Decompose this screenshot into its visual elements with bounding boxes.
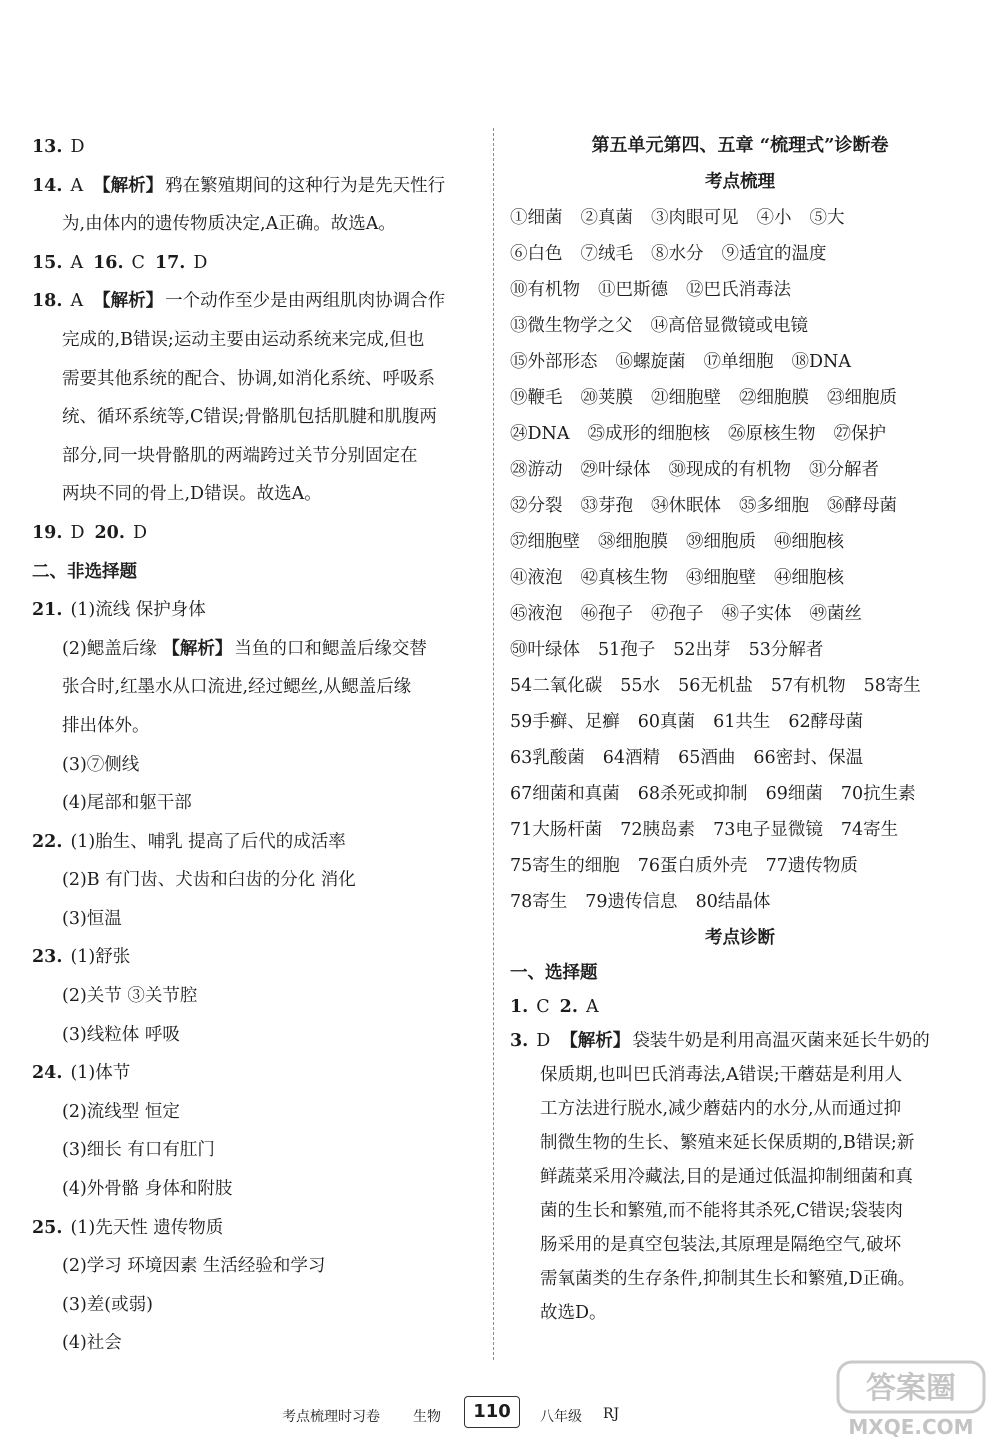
review-item: ㉗保护 xyxy=(833,424,886,444)
review-item: ㊶液泡 xyxy=(510,568,563,588)
question-number: 2. xyxy=(559,997,578,1017)
text-run: (3)细长 有口有肛门 xyxy=(62,1140,215,1161)
answer-line xyxy=(32,514,482,553)
review-item: 63乳酸菌 xyxy=(510,748,585,768)
explanation-line: 制微生物的生长、繁殖来延长保质期的,B错误;新 xyxy=(540,1133,915,1153)
review-item: ㉛分解者 xyxy=(809,460,879,480)
text-run: 张合时,红墨水从口流进,经过鳃丝,从鳃盖后缘 xyxy=(62,677,412,698)
review-item: 55水 xyxy=(620,676,661,696)
review-item: ⑭高倍显微镜或电镜 xyxy=(650,316,808,336)
text-run: (3)线粒体 呼吸 xyxy=(62,1024,180,1045)
answer-choice: A xyxy=(70,291,84,312)
text-run: (1)先天性 遗传物质 xyxy=(70,1217,224,1238)
diagnosis-heading: 考点诊断 xyxy=(705,928,775,948)
review-item: ㊹细胞核 xyxy=(774,568,844,588)
review-item: 79遗传信息 xyxy=(585,892,678,912)
answer-line xyxy=(32,1170,482,1209)
review-item: ㊷真核生物 xyxy=(580,568,668,588)
answer-choice: D xyxy=(193,252,208,273)
answer-line xyxy=(32,360,482,399)
review-item: ⑱DNA xyxy=(791,352,851,372)
review-item: ㊽子实体 xyxy=(721,604,792,624)
text-run: 为,由体内的遗传物质决定,A正确。故选A。 xyxy=(62,214,396,235)
review-item: ⑯螺旋菌 xyxy=(615,352,686,372)
review-row xyxy=(510,704,970,740)
question-number: 15. xyxy=(32,252,63,273)
review-row xyxy=(510,524,970,560)
question-number: 24. xyxy=(32,1063,63,1084)
footer-edition: RJ xyxy=(603,1406,620,1422)
review-item: ⑰单细胞 xyxy=(703,352,774,372)
answer-line xyxy=(32,1286,482,1325)
review-row xyxy=(510,884,970,920)
answer-choice: C xyxy=(536,997,550,1017)
question-number: 21. xyxy=(32,600,63,621)
text-run: 两块不同的骨上,D错误。故选A。 xyxy=(62,484,322,505)
analysis-tag: 【解析】 xyxy=(93,175,164,196)
review-item: 80结晶体 xyxy=(695,892,771,912)
review-item: ⑦绒毛 xyxy=(580,244,633,264)
diagnosis-q3-head xyxy=(510,1024,970,1058)
text-run: (4)社会 xyxy=(62,1333,122,1354)
question-number: 18. xyxy=(32,291,63,312)
review-row xyxy=(510,848,970,884)
review-item: 62酵母菌 xyxy=(788,712,864,732)
review-item: ㉕成形的细胞核 xyxy=(587,424,710,444)
review-item: 76蛋白质外壳 xyxy=(637,856,748,876)
review-heading: 考点梳理 xyxy=(705,172,775,192)
answer-line xyxy=(32,553,482,592)
explanation-line: 保质期,也叫巴氏消毒法,A错误;干蘑菇是利用人 xyxy=(540,1065,903,1085)
question-number: 19. xyxy=(32,522,63,543)
text-run: (4)尾部和躯干部 xyxy=(62,793,192,814)
review-item: 51孢子 xyxy=(598,640,656,660)
answer-line xyxy=(32,167,482,206)
text-run: (2)鳃盖后缘 xyxy=(62,638,163,659)
watermark-url: MXQE.COM xyxy=(848,1415,974,1439)
review-row xyxy=(510,632,970,668)
answer-choice: C xyxy=(131,252,145,273)
review-item: ⑨适宜的温度 xyxy=(721,244,827,264)
review-item: 65酒曲 xyxy=(678,748,736,768)
answer-choice: D xyxy=(536,1031,551,1051)
text-run: (1)舒张 xyxy=(70,947,131,968)
answer-line xyxy=(32,1324,482,1363)
review-item: ⑫巴氏消毒法 xyxy=(686,280,791,300)
review-item: ④小 xyxy=(756,208,792,228)
review-item: 59手癣、足癣 xyxy=(510,712,620,732)
text-run: 完成的,B错误;运动主要由运动系统来完成,但也 xyxy=(62,329,425,350)
answer-choice: D xyxy=(70,137,85,157)
answer-line xyxy=(32,1131,482,1170)
review-item: ㊼孢子 xyxy=(651,604,704,624)
review-item: ①细菌 xyxy=(510,208,563,228)
review-row xyxy=(510,776,970,812)
text-run: 统、循环系统等,C错误;骨骼肌包括肌腱和肌腹两 xyxy=(62,407,437,428)
question-number: 22. xyxy=(32,831,63,852)
section-title: 第五单元第四、五章 “梳理式”诊断卷 xyxy=(591,135,889,156)
text-run: 需要其他系统的配合、协调,如消化系统、呼吸系 xyxy=(62,368,436,389)
answer-line xyxy=(32,823,482,862)
answer-choice: A xyxy=(70,252,84,273)
answer-line xyxy=(32,1247,482,1286)
question-number: 25. xyxy=(32,1217,63,1238)
answer-line xyxy=(32,437,482,476)
review-item: 61共生 xyxy=(713,712,771,732)
review-item: 68杀死或抑制 xyxy=(637,784,748,804)
review-item: ㊴细胞质 xyxy=(686,532,756,552)
text-run: 部分,同一块骨骼肌的两端跨过关节分别固定在 xyxy=(62,445,418,466)
review-row xyxy=(510,452,970,488)
review-item: ㉞休眠体 xyxy=(651,496,721,516)
answer-line xyxy=(32,244,482,283)
page-number: 110 xyxy=(464,1396,520,1428)
explanation-line: 肠采用的是真空包装法,其原理是隔绝空气,破坏 xyxy=(540,1235,902,1255)
text-run: (1)流线 保护身体 xyxy=(70,600,206,621)
watermark-text: 答案圈 xyxy=(866,1371,956,1406)
review-item: 67细菌和真菌 xyxy=(510,784,620,804)
text-run: (3)恒温 xyxy=(62,908,122,929)
answer-line xyxy=(32,128,482,167)
answer-line xyxy=(32,630,482,669)
text-run: (4)外骨骼 身体和附肢 xyxy=(62,1179,233,1200)
review-item: 64酒精 xyxy=(602,748,661,768)
review-item: 78寄生 xyxy=(510,892,568,912)
answer-line xyxy=(32,1209,482,1248)
review-row xyxy=(510,236,970,272)
review-item: 57有机物 xyxy=(770,676,846,696)
question-number: 13. xyxy=(32,137,63,157)
answer-line xyxy=(32,1016,482,1055)
explanation-line: 鲜蔬菜采用冷藏法,目的是通过低温抑制细菌和真 xyxy=(540,1167,914,1187)
review-row xyxy=(510,596,970,632)
review-item: 69细菌 xyxy=(765,784,823,804)
answer-line xyxy=(32,282,482,321)
review-item: 77遗传物质 xyxy=(765,856,858,876)
review-item: ㉟多细胞 xyxy=(739,496,809,516)
answer-line xyxy=(32,475,482,514)
text-run: (2)B 有门齿、犬齿和臼齿的分化 消化 xyxy=(62,870,356,891)
review-item: 53分解者 xyxy=(748,640,824,660)
left-column xyxy=(32,128,482,1363)
diagnosis-section-head: 一、选择题 xyxy=(510,963,598,983)
explanation-line: 需氧菌类的生存条件,抑制其生长和繁殖,D正确。 xyxy=(540,1269,916,1289)
analysis-tag: 【解析】 xyxy=(93,291,164,312)
review-item: ㊺液泡 xyxy=(510,604,563,624)
review-row xyxy=(510,488,970,524)
review-item: 58寄生 xyxy=(863,676,921,696)
review-item: ㊿叶绿体 xyxy=(510,640,580,660)
review-item: ㉙叶绿体 xyxy=(580,460,651,480)
review-item: ⑩有机物 xyxy=(510,280,580,300)
text-run: (3)差(或弱) xyxy=(62,1294,153,1315)
review-item: ㉓细胞质 xyxy=(827,388,897,408)
review-item: 52出芽 xyxy=(673,640,731,660)
answer-line xyxy=(32,784,482,823)
review-item: 74寄生 xyxy=(840,820,899,840)
text-run: (2)学习 环境因素 生活经验和学习 xyxy=(62,1256,326,1277)
answer-choice: A xyxy=(70,175,84,196)
review-item: ㊵细胞核 xyxy=(774,532,844,552)
explanation-line: 故选D。 xyxy=(540,1303,607,1323)
review-item: ②真菌 xyxy=(580,208,633,228)
text-run: 一个动作至少是由两组肌肉协调合作 xyxy=(165,291,446,312)
review-item: 66密封、保温 xyxy=(753,748,864,768)
review-item: 72胰岛素 xyxy=(620,820,696,840)
review-item: ㊱酵母菌 xyxy=(827,496,897,516)
review-item: ㉘游动 xyxy=(510,460,563,480)
text-run: (1)胎生、哺乳 提高了后代的成活率 xyxy=(70,831,346,852)
question-number: 14. xyxy=(32,175,63,196)
question-number: 3. xyxy=(510,1031,529,1051)
footer-grade: 八年级 xyxy=(540,1409,582,1425)
review-item: ③肉眼可见 xyxy=(651,208,739,228)
footer-book-title: 考点梳理时习卷 xyxy=(282,1409,380,1425)
text-run: 排出体外。 xyxy=(62,715,150,736)
review-item: ㊲细胞壁 xyxy=(510,532,580,552)
diagnosis-q3-explanation xyxy=(510,1058,970,1330)
answer-line xyxy=(32,205,482,244)
explanation-line: 工方法进行脱水,减少蘑菇内的水分,从而通过抑 xyxy=(540,1099,902,1119)
analysis-tag: 【解析】 xyxy=(162,638,233,659)
review-list xyxy=(510,200,970,920)
review-item: 71大肠杆菌 xyxy=(510,820,603,840)
review-item: ㊸细胞壁 xyxy=(686,568,756,588)
review-item: ㉒细胞膜 xyxy=(739,388,809,408)
text-run: (2)关节 ③关节腔 xyxy=(62,986,198,1007)
review-item: 54二氧化碳 xyxy=(510,676,603,696)
answer-line xyxy=(32,900,482,939)
answer-line xyxy=(32,1093,482,1132)
review-item: ⑪巴斯德 xyxy=(598,280,668,300)
explanation-line: 菌的生长和繁殖,而不能将其杀死,C错误;袋装肉 xyxy=(540,1201,903,1221)
answer-choice: D xyxy=(70,522,85,543)
review-item: ⑲鞭毛 xyxy=(510,388,563,408)
diagnosis-answers-1-2 xyxy=(510,990,970,1024)
text-run: (2)流线型 恒定 xyxy=(62,1101,180,1122)
review-item: ㊻孢子 xyxy=(580,604,633,624)
review-row xyxy=(510,560,970,596)
review-item: 75寄生的细胞 xyxy=(510,856,620,876)
review-item: 73电子显微镜 xyxy=(713,820,823,840)
review-row xyxy=(510,344,970,380)
review-row xyxy=(510,416,970,452)
answer-choice: D xyxy=(132,522,147,543)
review-row xyxy=(510,812,970,848)
review-item: ㉜分裂 xyxy=(510,496,563,516)
text-run: (1)体节 xyxy=(70,1063,131,1084)
review-item: ㊾菌丝 xyxy=(809,604,862,624)
watermark-logo xyxy=(836,1360,986,1442)
question-number: 1. xyxy=(510,997,529,1017)
question-number: 20. xyxy=(94,522,125,543)
review-item: ⑬微生物学之父 xyxy=(510,316,633,336)
text-run: (3)⑦侧线 xyxy=(62,754,140,775)
review-row xyxy=(510,272,970,308)
review-row xyxy=(510,740,970,776)
answer-line xyxy=(32,1054,482,1093)
answer-line xyxy=(32,321,482,360)
analysis-tag: 【解析】 xyxy=(560,1031,631,1051)
answer-line xyxy=(32,707,482,746)
review-item: ㊳细胞膜 xyxy=(598,532,668,552)
question-number: 16. xyxy=(93,252,124,273)
review-row xyxy=(510,380,970,416)
right-column xyxy=(510,128,970,1330)
answer-line xyxy=(32,977,482,1016)
footer-subject: 生物 xyxy=(413,1409,441,1425)
review-row xyxy=(510,200,970,236)
review-item: ⑮外部形态 xyxy=(510,352,598,372)
review-item: 70抗生素 xyxy=(840,784,916,804)
review-item: ⑤大 xyxy=(809,208,845,228)
review-row xyxy=(510,668,970,704)
review-item: ㉖原核生物 xyxy=(727,424,816,444)
answer-line xyxy=(32,398,482,437)
review-row xyxy=(510,308,970,344)
answer-line xyxy=(32,591,482,630)
question-number: 23. xyxy=(32,947,63,968)
text-run: 二、非选择题 xyxy=(32,561,137,582)
review-item: ⑳荚膜 xyxy=(580,388,633,408)
review-item: ⑥白色 xyxy=(510,244,563,264)
text-run: 袋装牛奶是利用高温灭菌来延长牛奶的 xyxy=(632,1031,930,1051)
answer-choice: A xyxy=(585,997,599,1017)
review-item: ⑧水分 xyxy=(651,244,704,264)
review-item: ㉚现成的有机物 xyxy=(668,460,791,480)
answer-line xyxy=(32,668,482,707)
text-run: 鸦在繁殖期间的这种行为是先天性行 xyxy=(165,175,446,196)
text-run: 当鱼的口和鳃盖后缘交替 xyxy=(234,638,427,659)
review-item: ㉔DNA xyxy=(510,424,570,444)
column-divider xyxy=(493,128,494,1360)
answer-line xyxy=(32,746,482,785)
question-number: 17. xyxy=(154,252,186,273)
answer-line xyxy=(32,861,482,900)
review-item: 56无机盐 xyxy=(678,676,753,696)
review-item: 60真菌 xyxy=(637,712,696,732)
review-item: ㉝芽孢 xyxy=(580,496,633,516)
review-item: ㉑细胞壁 xyxy=(651,388,721,408)
answer-line xyxy=(32,938,482,977)
